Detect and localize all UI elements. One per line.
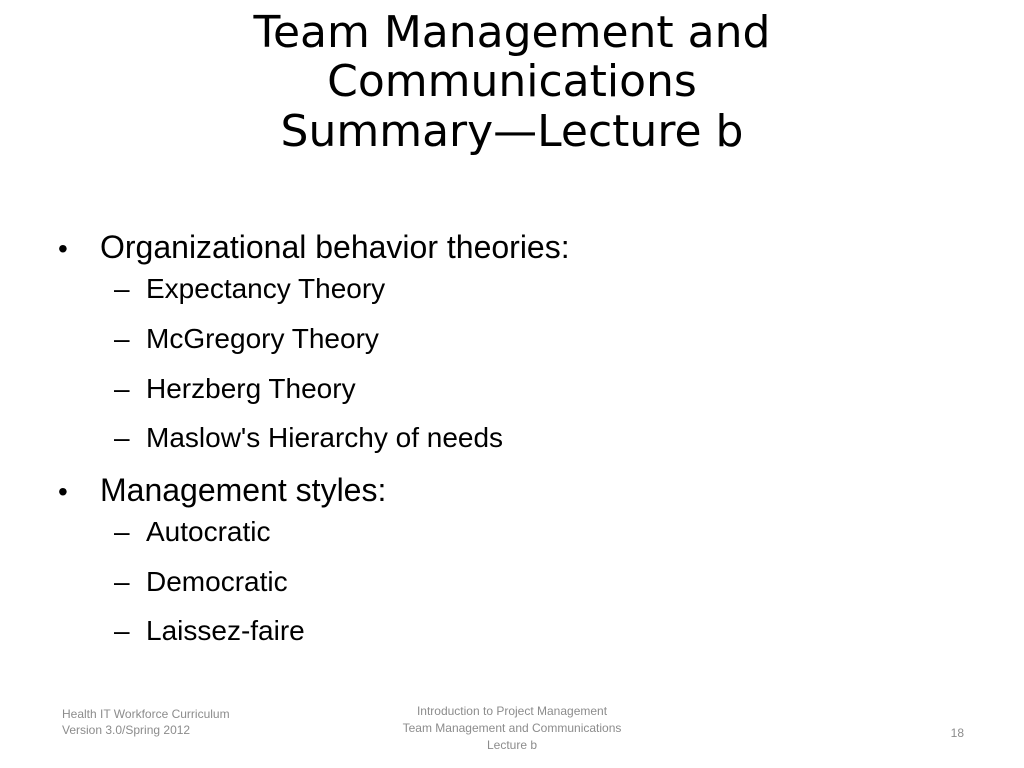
sub-bullet-text: Expectancy Theory: [146, 273, 386, 305]
bullet-item: [58, 471, 958, 509]
sub-bullet-item: [114, 372, 958, 406]
sub-bullet-text: Autocratic: [146, 516, 271, 548]
sub-bullet-item: [114, 614, 958, 648]
slide-title: [60, 8, 964, 156]
sub-bullet-text: Laissez-faire: [146, 615, 305, 647]
dash-icon: –: [114, 516, 130, 548]
bullet-text: Management styles:: [100, 471, 387, 508]
bullet-icon: •: [58, 233, 68, 264]
dash-icon: –: [114, 565, 130, 597]
sub-bullet-item: [114, 421, 958, 455]
slide-title-line-1: Team Management and: [253, 7, 771, 58]
dash-icon: –: [114, 322, 130, 354]
sub-bullet-text: Herzberg Theory: [146, 372, 356, 404]
footer-course-line: Introduction to Project Management: [416, 704, 608, 718]
sub-bullet-list: [58, 515, 958, 648]
sub-bullet-text: Democratic: [146, 565, 288, 597]
bullet-item: [58, 228, 958, 266]
dash-icon: –: [114, 372, 130, 404]
sub-bullet-text: McGregory Theory: [146, 322, 379, 354]
dash-icon: –: [114, 615, 130, 647]
slide-number: 18: [950, 726, 964, 740]
footer-lecture-line: Lecture b: [486, 738, 538, 752]
slide-title-line-3: Summary—Lecture b: [280, 105, 744, 157]
dash-icon: –: [114, 422, 130, 454]
bullet-text: Organizational behavior theories:: [100, 229, 570, 265]
sub-bullet-text: Maslow's Hierarchy of needs: [146, 422, 504, 454]
slide-content: [58, 228, 958, 664]
sub-bullet-list: [58, 272, 958, 454]
sub-bullet-item: [114, 565, 958, 599]
dash-icon: –: [114, 273, 130, 305]
footer-unit-line: Team Management and Communications: [402, 721, 622, 735]
slide-title-line-2: Communications: [327, 56, 697, 108]
footer-curriculum: [62, 706, 230, 738]
sub-bullet-item: [114, 322, 958, 356]
sub-bullet-item: [114, 272, 958, 306]
bullet-icon: •: [58, 475, 68, 507]
footer-course-info: [362, 703, 662, 754]
sub-bullet-item: [114, 515, 958, 549]
footer-version-line: Version 3.0/Spring 2012: [62, 723, 191, 737]
footer-curriculum-line: Health IT Workforce Curriculum: [62, 707, 230, 721]
